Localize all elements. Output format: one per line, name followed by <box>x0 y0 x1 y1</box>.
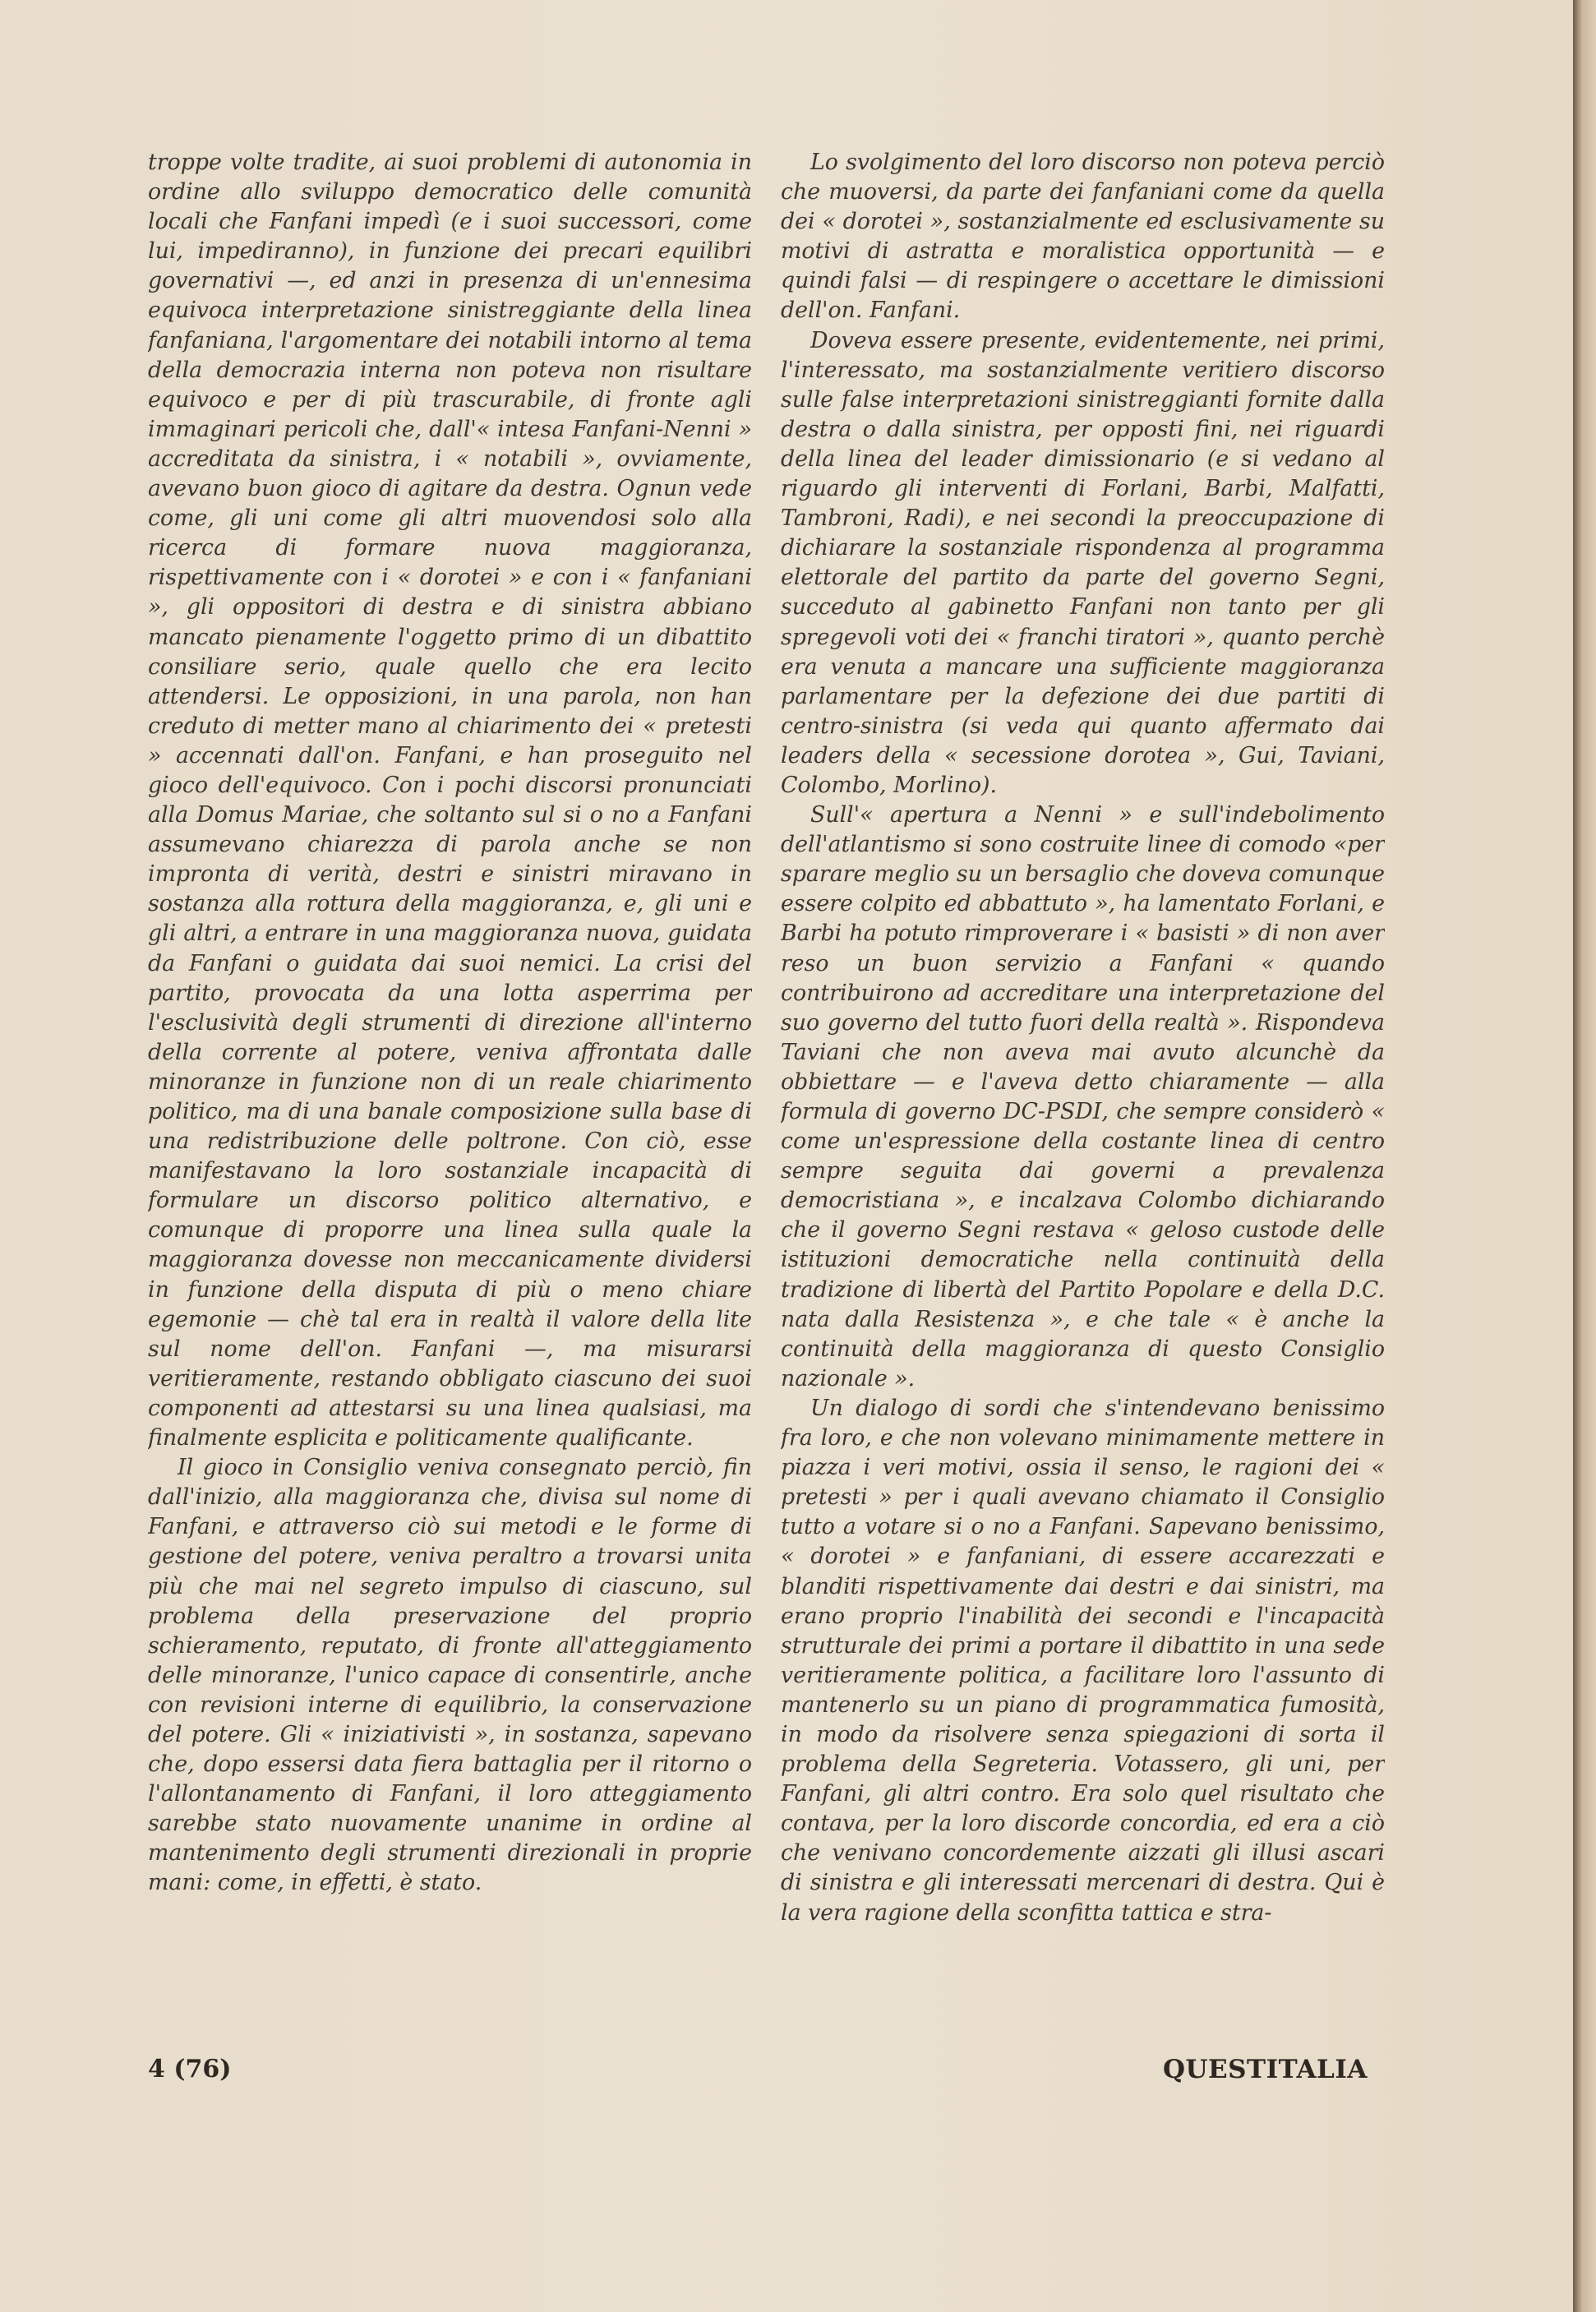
paragraph: Sull'« apertura a Nenni » e sull'indebolimento dell'atlantismo si sono costruite linee di comodo «per sparare meglio su un bersaglio che doveva comunque essere colpito ed abbattuto », ha lamentato Forlani, e Barbi ha potuto rimproverare i « basisti » di non aver reso un buon servizio a Fanfani « quando contribuirono ad accreditare una interpretazione del suo governo del tutto fuori della realtà ». Rispondeva Taviani che non aveva mai avuto alcunchè da obbiettare — e l'aveva detto chiaramente — alla formula di governo DC-PSDI, che sempre considerò « come un'espressione della costante linea di centro sempre seguita dai governi a prevalenza democristiana », e incalzava Colombo dichiarando che il governo Segni restava « geloso custode delle istituzioni democratiche nella continuità della tradizione di libertà del Partito Popolare e della D.C. nata dalla Resistenza », e che tale « è anche la continuità della maggioranza di questo Consiglio nazionale ». <box>781 802 1385 1391</box>
magazine-title: QUESTITALIA <box>1163 2055 1368 2084</box>
paragraph: troppe volte tradite, ai suoi problemi di autonomia in ordine allo sviluppo democratico delle comunità locali che Fanfani impedì (e i suoi successori, come lui, impediranno), in funzione dei precari equilibri governativi —, ed anzi in presenza di un'ennesima equivoca interpretazione sinistreggiante della linea fanfaniana, l'argomentare dei notabili intorno al tema della democrazia interna non poteva non risultare equivoco e per di più trascurabile, di fronte agli immaginari pericoli che, dall'« intesa Fanfani-Nenni » accreditata da sinistra, i « notabili », ovviamente, avevano buon gioco di agitare da destra. Ognun vede come, gli uni come gli altri muovendosi solo alla ricerca di formare nuova maggioranza, rispettivamente con i « dorotei » e con i « fanfaniani », gli oppositori di destra e di sinistra abbiano mancato pienamente l'oggetto primo di un dibattito consiliare serio, quale quello che era lecito attendersi. Le opposizioni, in una parola, non han creduto di metter mano al chiarimento dei « pretesti » accennati dall'on. Fanfani, e han proseguito nel gioco dell'equivoco. Con i pochi discorsi pronunciati alla Domus Mariae, che soltanto sul si o no a Fanfani assumevano chiarezza di parola anche se non impronta di verità, destri e sinistri miravano in sostanza alla rottura della maggioranza, e, gli uni e gli altri, a entrare in una maggioranza nuova, guidata da Fanfani o guidata dai suoi nemici. La crisi del partito, provocata da una lotta asperrima per l'esclusività degli strumenti di direzione all'interno della corrente al potere, veniva affrontata dalle minoranze in funzione non di un reale chiarimento politico, ma di una banale composizione sulla base di una redistribuzione delle poltrone. Con ciò, esse manifestavano la loro sostanziale incapacità di formulare un discorso politico alternativo, e comunque di proporre una linea sulla quale la maggioranza dovesse non meccanicamente dividersi in funzione della disputa di più o meno chiare egemonie — chè tal era in realtà il valore della lite sul nome dell'on. Fanfani —, ma misurarsi veritieramente, restando obbligato ciascuno dei suoi componenti ad attestarsi su una linea qualsiasi, ma finalmente esplicita e politicamente qualificante. <box>148 150 752 1451</box>
paragraph: Un dialogo di sordi che s'intendevano benissimo fra loro, e che non volevano minimamente mettere in piazza i veri motivi, ossia il senso, le ragioni dei « pretesti » per i quali avevano chiamato il Consiglio tutto a votare si o no a Fanfani. Sapevano benissimo, « dorotei » e fanfaniani, di essere accarezzati e blanditi rispettivamente dai destri e dai sinistri, ma erano proprio l'inabilità dei secondi e l'incapacità strutturale dei primi a portare il dibattito in una sede veritieramente politica, a facilitare loro l'assunto di mantenerlo su un piano di programmatica fumosità, in modo da risolvere senza spiegazioni di sorta il problema della Segreteria. Votassero, gli uni, per Fanfani, gli altri contro. Era solo quel risultato che contava, per la loro discorde concordia, ed era a ciò che venivano concordemente aizzati gli illusi ascari di sinistra e gli interessati mercenari di destra. Qui è la vera ragione della sconfitta tattica e stra- <box>781 1395 1385 1926</box>
paragraph: Il gioco in Consiglio veniva consegnato perciò, fin dall'inizio, alla maggioranza che, divisa sul nome di Fanfani, e attraverso ciò sui metodi e le forme di gestione del potere, veniva peraltro a trovarsi unita più che mai nel segreto impulso di ciascuno, sul problema della preservazione del proprio schieramento, reputato, di fronte all'atteggiamento delle minoranze, l'unico capace di consentirle, anche con revisioni interne di equilibrio, la conservazione del potere. Gli « iniziativisti », in sostanza, sapevano che, dopo essersi data fiera battaglia per il ritorno o l'allontanamento di Fanfani, il loro atteggiamento sarebbe stato nuovamente unanime in ordine al mantenimento degli strumenti direzionali in proprie mani: come, in effetti, è stato. <box>148 1455 752 1896</box>
page-binding-edge <box>1573 0 1596 2312</box>
right-text-column <box>781 148 1385 2005</box>
page-number: 4 (76) <box>148 2055 232 2084</box>
paragraph: Doveva essere presente, evidentemente, nei primi, l'interessato, ma sostanzialmente veritiero discorso sulle false interpretazioni sinistreggianti fornite dalla destra o dalla sinistra, per opposti fini, nei riguardi della linea del leader dimissionario (e si vedano al riguardo gli interventi di Forlani, Barbi, Malfatti, Tambroni, Radi), e nei secondi la preoccupazione di dichiarare la sostanziale rispondenza al programma elettorale del partito da parte del governo Segni, succeduto al gabinetto Fanfani non tanto per gli spregevoli voti dei « franchi tiratori », quanto perchè era venuta a mancare una sufficiente maggioranza parlamentare per la defezione dei due partiti di centro-sinistra (si veda qui quanto affermato dai leaders della « secessione dorotea », Gui, Taviani, Colombo, Morlino). <box>781 327 1385 798</box>
left-text-column <box>148 148 752 2005</box>
paragraph: Lo svolgimento del loro discorso non poteva perciò che muoversi, da parte dei fanfaniani come da quella dei « dorotei », sostanzialmente ed esclusivamente su motivi di astratta e moralistica opportunità — e quindi falsi — di respingere o accettare le dimissioni dell'on. Fanfani. <box>781 150 1385 324</box>
